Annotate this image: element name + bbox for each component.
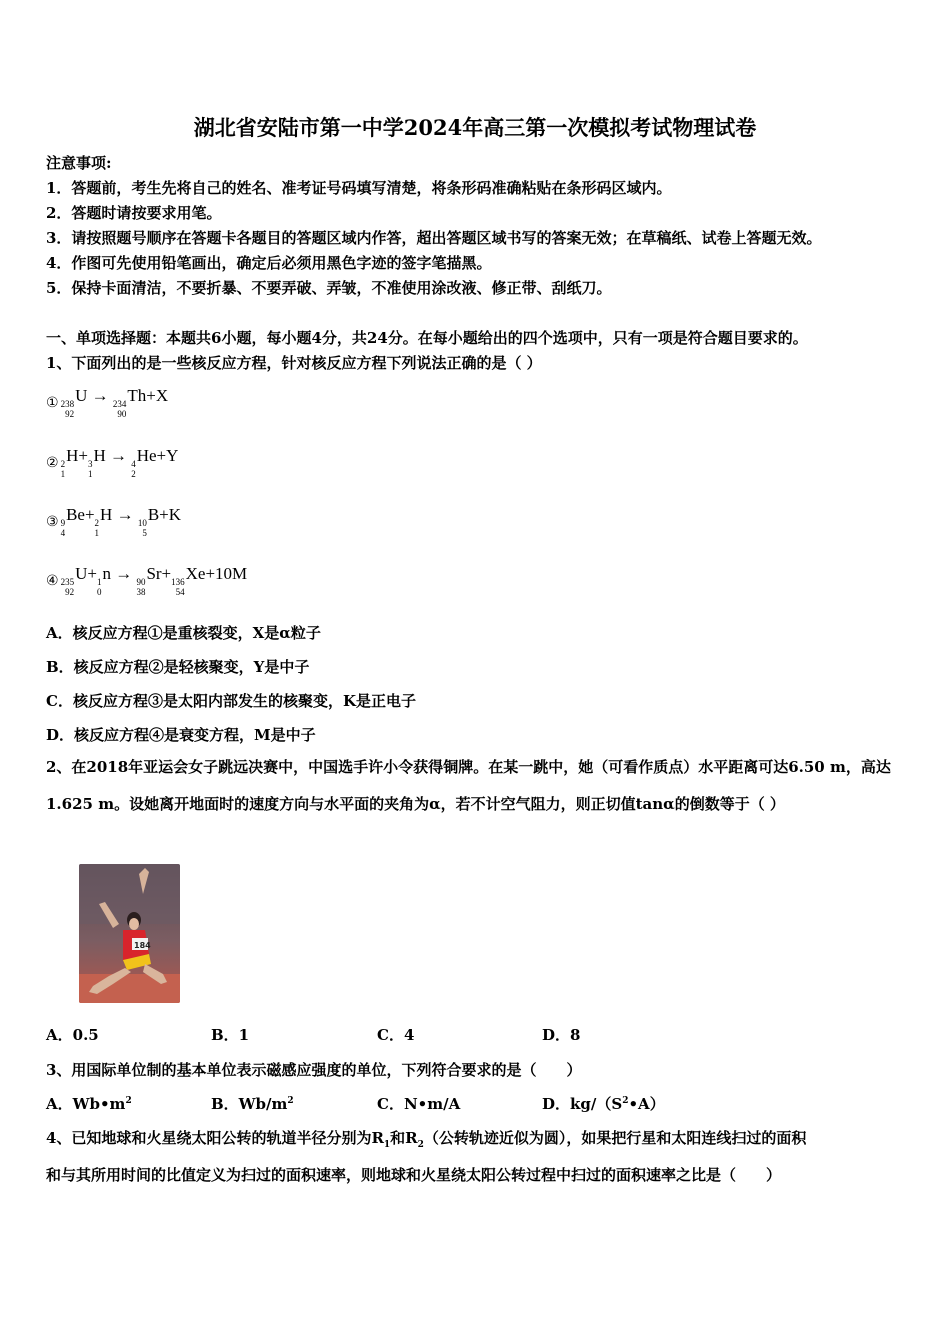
section-heading: 一、单项选择题：本题共6小题，每小题4分，共24分。在每小题给出的四个选项中，只有一项是符合题目要求的。 [46, 329, 808, 347]
notice-item: 5．保持卡面清洁，不要折暴、不要弄破、弄皱，不准使用涂改液、修正带、刮纸刀。 [46, 279, 612, 297]
q1-option-a[interactable]: A．核反应方程①是重核裂变，X是α粒子 [46, 624, 321, 642]
athlete-image-icon [79, 864, 180, 1003]
q3-option-b[interactable]: B．$Wb/m^2$ [211, 1095, 294, 1113]
equation-number: ② [46, 455, 59, 471]
atomic-number: 5 [142, 528, 147, 538]
q2-option-d[interactable]: D．8 [542, 1026, 581, 1044]
q2-option-a[interactable]: A．0.5 [46, 1026, 99, 1044]
question-4-stem: 4、已知地球和火星绕太阳公转的轨道半径分别为$R_1$和$R_2$（公转轨迹近似为圆），如果把行星和太阳连线扫过的面积 [46, 1129, 807, 1150]
reaction-arrow: → [116, 505, 134, 524]
atomic-number: 1 [87, 469, 93, 479]
equation-1 [46, 386, 168, 419]
atomic-number: 54 [175, 587, 185, 597]
nuclide-symbol: H [100, 505, 113, 524]
equation-3 [46, 505, 181, 538]
nuclide-symbol: U [75, 386, 88, 405]
equation-number: ④ [46, 573, 59, 589]
nuclide-symbol: He+Y [136, 446, 179, 465]
nuclide-symbol: Be+ [66, 505, 95, 524]
atomic-number: 4 [60, 528, 66, 538]
mass-number: 9 [60, 518, 66, 528]
question-2-stem: 2、在2018年亚运会女子跳远决赛中，中国选手许小令获得铜牌。在某一跳中，她（可看作质点）水平距离可达6.50 m，高达1.625 m。设她离开地面时的速度方向与水平面的夹角为α，若不计空气阻力，则正切值tanα的倒数等于（ ） [46, 758, 891, 813]
mass-number: 90 [136, 577, 146, 587]
bib-number: 184 [134, 941, 151, 950]
question-3-stem: 3、用国际单位制的基本单位表示磁感应强度的单位，下列符合要求的是（ ） [46, 1061, 582, 1079]
atomic-number: 90 [117, 409, 127, 419]
mass-number: 3 [87, 459, 93, 469]
page-title: 湖北省安陆市第一中学2024年高三第一次模拟考试物理试卷 [193, 115, 757, 140]
nuclide-symbol: n [102, 564, 111, 583]
q3-option-c[interactable]: C．N•m/A [377, 1095, 461, 1113]
mass-number: 1 [96, 577, 102, 587]
mass-number: 234 [112, 399, 127, 409]
nuclide-symbol: Sr+ [146, 564, 172, 583]
nuclide-symbol: Xe+10M [185, 564, 248, 583]
atomic-number: 38 [136, 587, 146, 597]
mass-number: 136 [171, 577, 185, 587]
atomic-number: 92 [65, 587, 75, 597]
q1-option-c[interactable]: C．核反应方程③是太阳内部发生的核聚变，K是正电子 [46, 692, 416, 710]
notice-item: 4．作图可先使用铅笔画出，确定后必须用黑色字迹的签字笔描黑。 [46, 254, 492, 272]
mass-number: 235 [60, 577, 75, 587]
q1-option-d[interactable]: D．核反应方程④是衰变方程，M是中子 [46, 726, 316, 744]
equation-4 [46, 564, 247, 597]
equation-2 [46, 446, 178, 479]
reaction-arrow: → [109, 446, 127, 465]
q2-option-b[interactable]: B．1 [211, 1026, 250, 1044]
mass-number: 10 [137, 518, 147, 528]
q1-option-b[interactable]: B．核反应方程②是轻核聚变，Y是中子 [46, 658, 310, 676]
mass-number: 4 [131, 459, 136, 469]
nuclide-symbol: B+K [147, 505, 182, 524]
nuclide-symbol: Th+X [127, 386, 169, 405]
atomic-number: 0 [96, 587, 102, 597]
q3-option-d[interactable]: D．$kg/(S^2•A)$ [542, 1095, 665, 1113]
notice-item: 1．答题前，考生先将自己的姓名、准考证号码填写清楚，将条形码准确粘贴在条形码区域内。 [46, 179, 672, 197]
mass-number: 2 [94, 518, 100, 528]
reaction-arrow: → [115, 564, 133, 583]
atomic-number: 1 [60, 469, 66, 479]
reaction-arrow: → [91, 386, 109, 405]
nuclide-symbol: H+ [66, 446, 88, 465]
q3-option-a[interactable]: A．$Wb•m^2$ [46, 1095, 132, 1113]
notice-heading: 注意事项: [46, 154, 112, 172]
question-4-stem-line2: 和与其所用时间的比值定义为扫过的面积速率，则地球和火星绕太阳公转过程中扫过的面积速率之比是（ ） [46, 1166, 782, 1184]
nuclide-symbol: H [93, 446, 106, 465]
atomic-number: 1 [94, 528, 100, 538]
atomic-number: 2 [131, 469, 136, 479]
equation-number: ① [46, 395, 59, 411]
mass-number: 2 [60, 459, 66, 469]
equation-number: ③ [46, 514, 59, 530]
notice-item: 2．答题时请按要求用笔。 [46, 204, 222, 222]
long-jump-photo [79, 864, 180, 1003]
nuclide-symbol: U+ [75, 564, 97, 583]
atomic-number: 92 [65, 409, 75, 419]
notice-item: 3．请按照题号顺序在答题卡各题目的答题区域内作答，超出答题区域书写的答案无效；在草稿纸、试卷上答题无效。 [46, 229, 822, 247]
question-1-stem: 1、下面列出的是一些核反应方程，针对核反应方程下列说法正确的是（ ） [46, 354, 542, 372]
q2-option-c[interactable]: C．4 [377, 1026, 415, 1044]
mass-number: 238 [60, 399, 75, 409]
